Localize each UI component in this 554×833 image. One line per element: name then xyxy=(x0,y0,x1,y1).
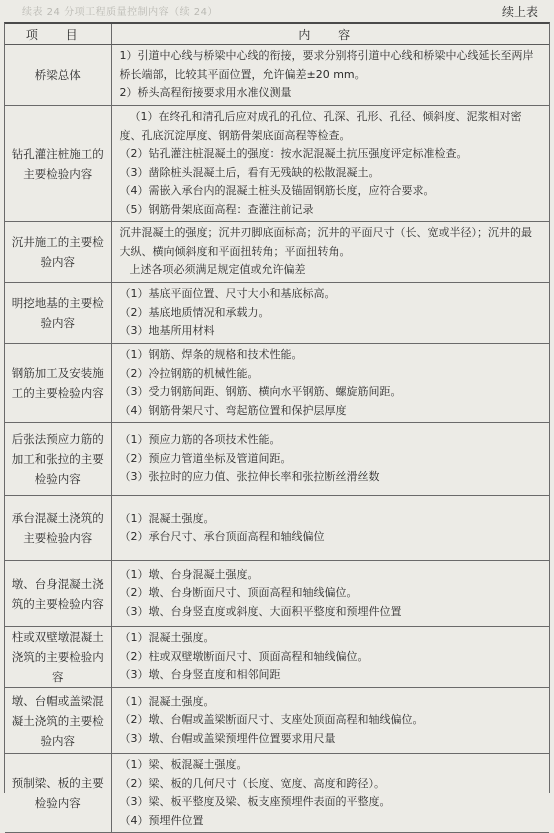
row-content xyxy=(111,283,549,344)
content-line: （3）墩、台身竖直度或斜度、大面积平整度和预埋件位置 xyxy=(119,604,402,618)
content-line: （4）钢筋骨架尺寸、弯起筋位置和保护层厚度 xyxy=(119,403,347,417)
content-line: （1）混凝土强度。 xyxy=(119,694,215,708)
content-line: （1）混凝土强度。 xyxy=(119,631,215,645)
content-line: （3）凿除桩头混凝土后，看有无残缺的松散混凝土。 xyxy=(119,165,380,179)
content-line: （1）钢筋、焊条的规格和技术性能。 xyxy=(119,348,303,361)
row-item-label: 钻孔灌注桩施工的主要检验内容 xyxy=(5,106,111,222)
content-line: （1）基底平面位置、尺寸大小和基底标高。 xyxy=(119,287,336,301)
table-row xyxy=(5,344,549,423)
content-line: （1）在终孔和清孔后应对成孔的孔位、孔深、孔形、孔径、倾斜度、泥浆相对密度、孔底沉淀厚度、钢筋骨架底面高程等检查。 xyxy=(119,110,522,142)
content-line: 2）桥头高程衔接要求用水准仪测量 xyxy=(119,86,292,100)
content-line: （2）承台尺寸、承台顶面高程和轴线偏位 xyxy=(119,530,325,543)
content-line: （2）冷拉钢筋的机械性能。 xyxy=(119,366,259,380)
row-item-label: 承台混凝土浇筑的主要检验内容 xyxy=(5,496,111,561)
table-row xyxy=(5,627,549,688)
inspection-table xyxy=(4,22,550,827)
content-line: （2）墩、台身断面尺寸、顶面高程和轴线偏位。 xyxy=(119,586,358,600)
row-content xyxy=(111,344,549,423)
table-row xyxy=(5,754,549,833)
faint-running-title: 续表 24 分项工程质量控制内容（续 24） xyxy=(22,7,218,18)
row-item-label: 墩、台身混凝土浇筑的主要检验内容 xyxy=(5,561,111,627)
content-line: （3）地基所用材料 xyxy=(119,324,215,338)
row-content xyxy=(111,45,549,106)
content-line: （3）墩、台帽或盖梁预埋件位置要求用尺量 xyxy=(119,731,336,745)
content-line: （1）墩、台身混凝土强度。 xyxy=(119,567,259,581)
row-item-label: 明挖地基的主要检验内容 xyxy=(5,283,111,344)
row-content xyxy=(111,688,549,754)
content-line: （1）梁、板混凝土强度。 xyxy=(119,758,248,771)
content-line: （4）需嵌入承台内的混凝土桩头及锚固钢筋长度，应符合要求。 xyxy=(119,184,435,197)
table-row xyxy=(5,423,549,496)
row-content xyxy=(111,222,549,283)
content-line: （2）梁、板的几何尺寸（长度、宽度、高度和跨径）。 xyxy=(119,776,385,790)
page-header xyxy=(0,0,554,22)
table-row xyxy=(5,496,549,561)
inspection-table-grid xyxy=(5,24,549,833)
content-line: （1）混凝土强度。 xyxy=(119,511,215,525)
content-line: （1）预应力筋的各项技术性能。 xyxy=(119,433,281,447)
row-item-label: 后张法预应力筋的加工和张拉的主要检验内容 xyxy=(5,423,111,496)
content-line: （2）墩、台帽或盖梁断面尺寸、支座处顶面高程和轴线偏位。 xyxy=(119,713,424,727)
table-row xyxy=(5,45,549,106)
content-line: （4）预埋件位置 xyxy=(119,813,204,827)
column-header-content: 内 容 xyxy=(111,24,549,45)
content-line: （2）钻孔灌注桩混凝土的强度：按水泥混凝土抗压强度评定标准检查。 xyxy=(119,147,468,160)
content-line: （2）预应力管道坐标及管道间距。 xyxy=(119,451,292,465)
content-line: 1）引道中心线与桥梁中心线的衔接，要求分别将引道中心线和桥梁中心线延长至两岸桥长端部，比较其平面位置，允许偏差±20 mm。 xyxy=(119,49,534,81)
row-content xyxy=(111,627,549,688)
content-line: （2）柱或双壁墩断面尺寸、顶面高程和轴线偏位。 xyxy=(119,649,369,663)
table-row xyxy=(5,688,549,754)
table-row xyxy=(5,561,549,627)
row-item-label: 桥梁总体 xyxy=(5,45,111,106)
row-content xyxy=(111,423,549,496)
content-line: （3）墩、台身竖直度和相邻间距 xyxy=(119,668,281,682)
table-row xyxy=(5,106,549,222)
content-line: （3）受力钢筋间距、钢筋、横向水平钢筋、螺旋筋间距。 xyxy=(119,385,402,398)
content-line: （3）梁、板平整度及梁、板支座预埋件表面的平整度。 xyxy=(119,795,391,808)
column-header-item: 项 目 xyxy=(5,24,111,45)
content-line: （5）钢筋骨架底面高程：查灌注前记录 xyxy=(119,202,314,216)
table-header-row xyxy=(5,24,549,45)
row-content xyxy=(111,496,549,561)
content-line: 沉井混凝土的强度；沉井刃脚底面标高；沉井的平面尺寸（长、宽或半径）；沉井的最大纵、横向倾斜度和平面扭转角；平面扭转角。 xyxy=(119,226,532,258)
content-line: 上述各项必须满足规定值或允许偏差 xyxy=(129,263,306,277)
row-item-label: 沉井施工的主要检验内容 xyxy=(5,222,111,283)
content-line: （3）张拉时的应力值、张拉伸长率和张拉断丝滑丝数 xyxy=(119,470,380,484)
row-item-label: 柱或双壁墩混凝土浇筑的主要检验内容 xyxy=(5,627,111,688)
row-item-label: 钢筋加工及安装施工的主要检验内容 xyxy=(5,344,111,423)
table-body xyxy=(5,45,549,833)
row-content xyxy=(111,754,549,833)
table-row xyxy=(5,222,549,283)
table-row xyxy=(5,283,549,344)
content-line: （2）基底地质情况和承载力。 xyxy=(119,305,270,319)
row-item-label: 预制梁、板的主要检验内容 xyxy=(5,754,111,833)
row-content xyxy=(111,561,549,627)
continued-label: 续上表 xyxy=(501,5,538,19)
row-content xyxy=(111,106,549,222)
row-item-label: 墩、台帽或盖梁混凝土浇筑的主要检验内容 xyxy=(5,688,111,754)
